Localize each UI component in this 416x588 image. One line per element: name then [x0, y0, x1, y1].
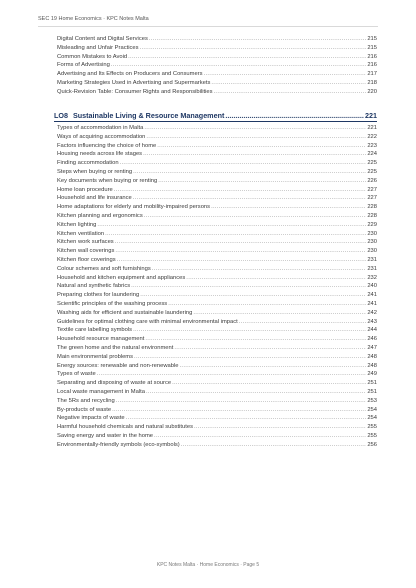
- toc-entry-page: 216: [367, 62, 377, 69]
- leader-dots: [239, 318, 367, 327]
- toc-entry-page: 215: [367, 44, 377, 51]
- toc-entry[interactable]: [57, 362, 377, 371]
- leader-dots: [211, 203, 366, 212]
- leader-dots: [152, 265, 367, 274]
- toc-entry-title: Local waste management in Malta: [57, 388, 145, 395]
- toc-entry[interactable]: [57, 291, 377, 300]
- toc-entry-title: Environmentally-friendly symbols (eco-symbols): [57, 441, 180, 448]
- toc-entry-title: Household resource management: [57, 336, 145, 343]
- toc-entry-page: 242: [367, 309, 377, 316]
- toc-entry[interactable]: [57, 344, 377, 353]
- toc-entry-page: 254: [367, 415, 377, 422]
- leader-dots: [146, 133, 366, 142]
- leader-dots: [144, 212, 367, 221]
- section-leader-dots: [225, 111, 364, 120]
- toc-entry-page: 226: [367, 177, 377, 184]
- toc-entry-page: 225: [367, 168, 377, 175]
- toc-entry[interactable]: [57, 124, 377, 133]
- toc-entry-title: By-products of waste: [57, 406, 112, 413]
- toc-entry-page: 243: [367, 318, 377, 325]
- toc-entry-page: 246: [367, 336, 377, 343]
- section-code: LO8: [54, 111, 68, 120]
- toc-entry-page: 224: [367, 151, 377, 158]
- leader-dots: [116, 397, 367, 406]
- toc-entry-title: Household and life insurance: [57, 195, 132, 202]
- toc-entry-title: Textile care labelling symbols: [57, 327, 133, 334]
- toc-entry-title: Kitchen lighting: [57, 221, 97, 228]
- toc-entry-title: Factors influencing the choice of home: [57, 142, 157, 149]
- toc-entry-page: 223: [367, 142, 377, 149]
- toc-entry[interactable]: [57, 168, 377, 177]
- leader-dots: [186, 274, 366, 283]
- toc-entry[interactable]: [57, 133, 377, 142]
- toc-entry-title: Kitchen wall coverings: [57, 248, 115, 255]
- toc-entry-page: 229: [367, 221, 377, 228]
- leader-dots: [143, 150, 366, 159]
- leader-dots: [158, 177, 366, 186]
- toc-entry[interactable]: [57, 423, 377, 432]
- toc-entry-page: 254: [367, 406, 377, 413]
- toc-entry[interactable]: [57, 203, 377, 212]
- toc-entry-page: 228: [367, 212, 377, 219]
- leader-dots: [126, 414, 367, 423]
- toc-entry-page: 247: [367, 344, 377, 351]
- toc-entry[interactable]: [57, 397, 377, 406]
- leader-dots: [112, 406, 366, 415]
- toc-entry-page: 248: [367, 353, 377, 360]
- toc-entry[interactable]: [57, 441, 377, 450]
- toc-entry-page: 253: [367, 397, 377, 404]
- toc-entry-title: Kitchen planning and ergonomics: [57, 212, 143, 219]
- toc-entry-page: 232: [367, 274, 377, 281]
- leader-dots: [131, 282, 366, 291]
- toc-entry-title: Main environmental problems: [57, 353, 134, 360]
- toc-entry[interactable]: [57, 221, 377, 230]
- toc-entry-title: Advertising and Its Effects on Producers and Consumers: [57, 71, 203, 78]
- toc-entry-title: Misleading and Unfair Practices: [57, 44, 139, 51]
- toc-entry[interactable]: [57, 326, 377, 335]
- leader-dots: [145, 335, 366, 344]
- toc-entry-page: 251: [367, 388, 377, 395]
- toc-entry-page: 255: [367, 432, 377, 439]
- toc-entry-page: 221: [367, 125, 377, 131]
- leader-dots: [128, 53, 366, 62]
- toc-entry-page: 240: [367, 283, 377, 290]
- leader-dots: [157, 142, 366, 151]
- toc-entry-page: 248: [367, 362, 377, 369]
- toc-entry-page: 228: [367, 204, 377, 211]
- toc-entry-title: Common Mistakes to Avoid: [57, 53, 128, 60]
- leader-dots: [140, 291, 366, 300]
- leader-dots: [194, 423, 366, 432]
- toc-entry-page: 251: [367, 380, 377, 387]
- toc-entry-page: 231: [367, 265, 377, 272]
- toc-entry-title: Key documents when buying or renting: [57, 177, 158, 184]
- toc-entry[interactable]: [57, 186, 377, 195]
- toc-entry-page: 217: [367, 71, 377, 78]
- toc-entry-page: 230: [367, 239, 377, 246]
- toc-list-section: [57, 124, 377, 449]
- toc-entry-title: Scientific principles of the washing process: [57, 300, 168, 307]
- section-page-number: 221: [365, 111, 377, 120]
- toc-entry[interactable]: [57, 70, 377, 79]
- toc-entry-page: 256: [367, 441, 377, 448]
- toc-entry-page: 222: [367, 133, 377, 140]
- toc-entry-title: Harmful household chemicals and natural substitutes: [57, 424, 193, 431]
- leader-dots: [115, 238, 367, 247]
- leader-dots: [180, 362, 367, 371]
- toc-entry-page: 255: [367, 424, 377, 431]
- toc-entry[interactable]: [57, 194, 377, 203]
- toc-entry-page: 227: [367, 195, 377, 202]
- toc-entry[interactable]: [57, 388, 377, 397]
- toc-entry-title: Separating and disposing of waste at source: [57, 380, 172, 387]
- toc-entry[interactable]: [57, 79, 377, 88]
- toc-entry-page: 244: [367, 327, 377, 334]
- toc-entry[interactable]: [57, 406, 377, 415]
- toc-entry[interactable]: [57, 44, 377, 53]
- toc-entry[interactable]: [57, 309, 377, 318]
- leader-dots: [140, 44, 367, 53]
- toc-entry-title: Housing needs across life stages: [57, 151, 143, 158]
- section-heading-lo8[interactable]: [54, 111, 377, 121]
- toc-entry-page: 216: [367, 53, 377, 60]
- toc-entry-title: Finding accommodation: [57, 160, 119, 167]
- toc-entry[interactable]: [57, 318, 377, 327]
- toc-entry-page: 215: [367, 36, 377, 42]
- toc-entry-title: Quick-Revision Table: Consumer Rights and Responsibilities: [57, 88, 213, 95]
- toc-entry[interactable]: [57, 256, 377, 265]
- toc-entry-page: 241: [367, 292, 377, 299]
- running-header: SEC 19 Home Economics · KPC Notes Malta: [38, 16, 149, 22]
- leader-dots: [214, 88, 367, 97]
- leader-dots: [211, 79, 366, 88]
- toc-entry-page: 225: [367, 160, 377, 167]
- leader-dots: [149, 35, 366, 44]
- leader-dots: [144, 124, 366, 133]
- toc-entry-title: Marketing Strategies Used in Advertising and Supermarkets: [57, 79, 211, 86]
- toc-entry-title: Types of waste: [57, 371, 96, 378]
- toc-entry-page: 241: [367, 300, 377, 307]
- toc-entry[interactable]: [57, 142, 377, 151]
- leader-dots: [134, 353, 366, 362]
- leader-dots: [154, 432, 366, 441]
- leader-dots: [181, 441, 367, 450]
- leader-dots: [114, 186, 367, 195]
- toc-entry-title: Kitchen ventilation: [57, 230, 105, 237]
- toc-entry-title: Home loan procedure: [57, 186, 113, 193]
- toc-entry[interactable]: [57, 212, 377, 221]
- toc-entry[interactable]: [57, 274, 377, 283]
- toc-entry-title: Saving energy and water in the home: [57, 432, 154, 439]
- toc-entry-title: Kitchen work surfaces: [57, 239, 114, 246]
- toc-entry[interactable]: [57, 53, 377, 62]
- toc-entry[interactable]: [57, 88, 377, 97]
- toc-entry[interactable]: [57, 177, 377, 186]
- leader-dots: [133, 326, 366, 335]
- leader-dots: [117, 256, 367, 265]
- toc-entry[interactable]: [57, 61, 377, 70]
- toc-entry[interactable]: [57, 247, 377, 256]
- page-footer: KPC Notes Malta · Home Economics · Page 5: [156, 562, 260, 568]
- toc-entry-page: 220: [367, 88, 377, 95]
- leader-dots: [115, 247, 366, 256]
- leader-dots: [133, 168, 366, 177]
- toc-entry[interactable]: [57, 335, 377, 344]
- toc-entry[interactable]: [57, 432, 377, 441]
- toc-entry[interactable]: [57, 414, 377, 423]
- toc-entry-title: Colour schemes and soft furnishings: [57, 265, 151, 272]
- toc-entry-title: Types of accommodation in Malta: [57, 125, 144, 131]
- toc-entry[interactable]: [57, 35, 377, 44]
- toc-entry-title: Energy sources: renewable and non-renewable: [57, 362, 179, 369]
- toc-entry-page: 218: [367, 79, 377, 86]
- toc-entry[interactable]: [57, 238, 377, 247]
- section-title: Sustainable Living & Resource Management: [72, 111, 225, 120]
- leader-dots: [168, 300, 366, 309]
- toc-entry-title: Washing aids for efficient and sustainable laundering: [57, 309, 193, 316]
- toc-entry-page: 227: [367, 186, 377, 193]
- leader-dots: [146, 388, 366, 397]
- toc-entry-page: 230: [367, 248, 377, 255]
- leader-dots: [105, 230, 366, 239]
- leader-dots: [97, 221, 366, 230]
- toc-entry-page: 231: [367, 256, 377, 263]
- section-rule: [54, 121, 377, 122]
- toc-entry[interactable]: [57, 265, 377, 274]
- toc-entry-title: Natural and synthetic fabrics: [57, 283, 131, 290]
- toc-entry[interactable]: [57, 353, 377, 362]
- toc-entry[interactable]: [57, 230, 377, 239]
- toc-entry[interactable]: [57, 159, 377, 168]
- toc-entry-title: Household and kitchen equipment and appliances: [57, 274, 186, 281]
- toc-entry-page: 230: [367, 230, 377, 237]
- leader-dots: [174, 344, 366, 353]
- toc-entry-title: The 5Rs and recycling: [57, 397, 115, 404]
- leader-dots: [204, 70, 367, 79]
- leader-dots: [111, 61, 366, 70]
- toc-entry-title: The green home and the natural environment: [57, 344, 174, 351]
- leader-dots: [133, 194, 367, 203]
- toc-entry-title: Steps when buying or renting: [57, 168, 133, 175]
- toc-entry[interactable]: [57, 300, 377, 309]
- toc-entry-title: Kitchen floor coverings: [57, 256, 116, 263]
- leader-dots: [172, 379, 366, 388]
- toc-entry[interactable]: [57, 370, 377, 379]
- toc-entry-title: Forms of Advertising: [57, 62, 110, 69]
- leader-dots: [97, 370, 367, 379]
- toc-list-top: [57, 35, 377, 97]
- toc-entry[interactable]: [57, 282, 377, 291]
- toc-entry-title: Negative impacts of waste: [57, 415, 125, 422]
- toc-entry[interactable]: [57, 150, 377, 159]
- leader-dots: [193, 309, 366, 318]
- toc-entry-title: Guidelines for optimal clothing care with minimal environmental impact: [57, 318, 238, 325]
- toc-entry-title: Digital Content and Digital Services: [57, 36, 148, 42]
- toc-entry-page: 249: [367, 371, 377, 378]
- leader-dots: [120, 159, 367, 168]
- toc-entry-title: Ways of acquiring accommodation: [57, 133, 146, 140]
- toc-entry[interactable]: [57, 379, 377, 388]
- header-rule: [38, 26, 378, 27]
- toc-entry-title: Preparing clothes for laundering: [57, 292, 140, 299]
- toc-entry-title: Home adaptations for elderly and mobility-impaired persons: [57, 204, 211, 211]
